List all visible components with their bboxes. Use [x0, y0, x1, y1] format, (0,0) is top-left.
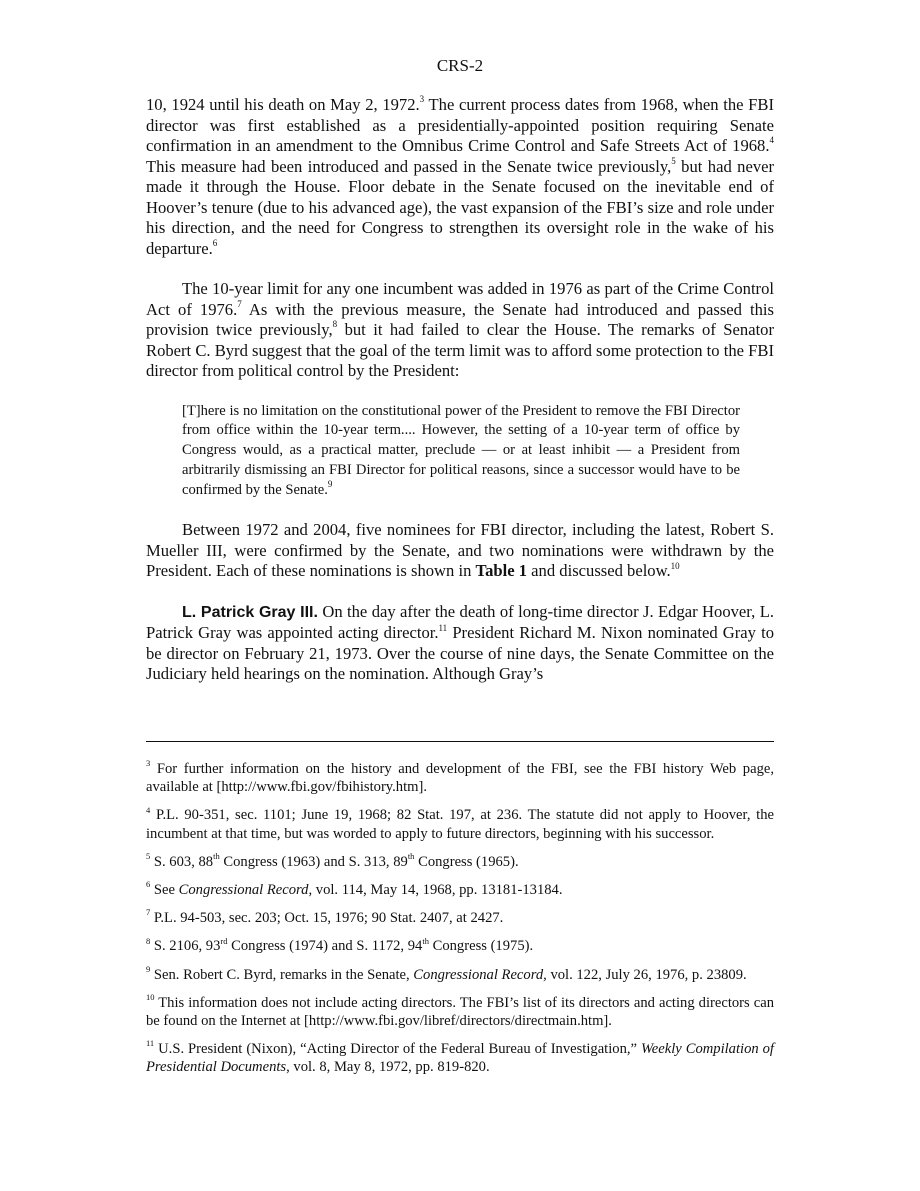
footnote-ref-4[interactable]: 4 [769, 135, 774, 146]
text-run: President Richard M. Nixon nominated Gray to be director on February 21, 1973. Over the course of nine days, the Senate Committee on the Judiciary held hearings on the nomination. Although Gray’s [146, 623, 774, 684]
footnote-text: P.L. 94-503, sec. 203; Oct. 15, 1976; 90 Stat. 2407, at 2427. [150, 910, 504, 927]
ordinal-suffix: th [422, 935, 429, 946]
body-text [146, 95, 774, 705]
paragraph-4 [146, 602, 774, 685]
text-run: This measure had been introduced and passed in the Senate twice previously, [146, 156, 672, 176]
block-quote [182, 402, 740, 501]
footnote-6 [146, 881, 774, 899]
paragraph-2 [146, 279, 774, 382]
text-run: As with the previous measure, the Senate had introduced and passed this provision twice previously, [146, 299, 774, 339]
footnote-9 [146, 963, 774, 984]
footnote-separator [146, 741, 774, 742]
text-run: and discussed below. [527, 561, 671, 581]
page-header: CRS-2 [436, 56, 484, 75]
ordinal-suffix: th [407, 850, 415, 861]
paragraph-1 [146, 95, 774, 259]
footnote-text: For further information on the history and development of the FBI, see the FBI history Web page, available at [http://www.fbi.gov/fbihistory.htm]. [146, 761, 774, 796]
footnote-text: vol. 122, July 26, 1976, p. 23809. [546, 966, 747, 983]
text-run: Between 1972 and 2004, five nominees for FBI director, including the latest, Robert S. Mueller III, were confirmed by the Senate, and two nominations were withdrawn by the President. Each of these nominations is shown in [146, 520, 774, 581]
footnote-ref-10[interactable]: 10 [670, 560, 680, 571]
text-run: The 10-year limit for any one incumbent was added in 1976 as part of the Crime Control Act of 1976. [146, 279, 774, 319]
footnote-number: 10 [146, 991, 155, 1002]
text-run: but had never made it through the House. Floor debate in the Senate focused on the inevitable end of Hoover’s tenure (due to his advanced age), the vast expansion of the FBI’s size and role under his direction, and the need for Congress to strengthen its oversight role in the wake of his departure. [146, 156, 775, 258]
footnote-ref-9[interactable]: 9 [327, 478, 333, 489]
footnote-11 [146, 1040, 774, 1076]
footnote-text: P.L. 90-351, sec. 1101; June 19, 1968; 82 Stat. 197, at 236. The statute did not apply to Hoover, the incumbent at that time, but was worded to apply to future directors, beginning with his successor. [146, 807, 774, 842]
footnote-7 [146, 909, 774, 927]
publication-title: Weekly Compilation of Presidential Documents [146, 1041, 774, 1076]
text-run: The current process dates from 1968, when the FBI director was first established as a presidentially-appointed position requiring Senate confirmation in an amendment to the Omnibus Crime Control and Safe Streets Act of 1968. [146, 95, 774, 155]
footnote-number: 5 [146, 850, 151, 861]
footnote-text: U.S. President (Nixon), “Acting Director of the Federal Bureau of Investigation,” [154, 1041, 641, 1058]
footnote-ref-7[interactable]: 7 [237, 298, 242, 309]
footnote-text: S. 2106, 93 [150, 938, 221, 955]
footnote-text: Congress (1974) and S. 1172, 94 [227, 938, 423, 955]
footnote-number: 11 [146, 1038, 155, 1049]
footnote-text: Sen. Robert C. Byrd, remarks in the Senate, [150, 966, 414, 983]
paragraph-3 [146, 520, 774, 582]
section-run-in-heading: L. Patrick Gray III. [182, 603, 318, 621]
footnote-text: This information does not include acting directors. The FBI’s list of its directors and acting directors can be found on the Internet at [http://www.fbi.gov/libref/directors/directmain.htm]. [146, 994, 774, 1030]
footnote-ref-5[interactable]: 5 [671, 155, 676, 166]
footnote-ref-3[interactable]: 3 [419, 94, 425, 105]
footnote-number: 6 [146, 879, 151, 890]
ordinal-suffix: rd [220, 935, 228, 946]
footnote-5 [146, 850, 774, 871]
table-reference: Table 1 [475, 561, 528, 581]
footnote-text: vol. 114, May 14, 1968, pp. 13181-13184. [312, 882, 563, 899]
footnote-text: Congress (1975). [428, 938, 534, 955]
publication-title: Congressional Record, [178, 882, 313, 899]
footnote-10 [146, 991, 774, 1030]
footnote-8 [146, 937, 774, 955]
text-run: but it had failed to clear the House. The remarks of Senator Robert C. Byrd suggest that the goal of the term limit was to afford some protection to the FBI director from political control by the President: [146, 320, 775, 380]
footnote-number: 3 [146, 758, 151, 769]
footnote-text: See [150, 882, 179, 899]
footnote-text: S. 603, 88 [150, 853, 214, 870]
footnote-4 [146, 806, 774, 842]
footnote-number: 8 [146, 935, 151, 946]
quote-text: [T]here is no limitation on the constitutional power of the President to remove the FBI Director from office within the 10-year term.... However, the setting of a 10-year term of office by Congress would, as a practical matter, preclude — or at least inhibit — a President from arbitrarily dismissing an FBI Director for political reasons, since a successor would have to be confirmed by the Senate. [182, 402, 740, 498]
footnote-number: 4 [146, 804, 151, 815]
footnotes [146, 760, 774, 1087]
footnote-ref-11[interactable]: 11 [438, 622, 448, 633]
publication-title: Congressional Record, [413, 966, 547, 983]
text-run: 10, 1924 until his death on May 2, 1972. [146, 95, 420, 114]
footnote-ref-8[interactable]: 8 [332, 319, 338, 330]
footnote-ref-6[interactable]: 6 [212, 237, 218, 248]
footnote-text: Congress (1963) and S. 313, 89 [219, 853, 408, 870]
footnote-number: 9 [146, 963, 151, 974]
footnote-text: , vol. 8, May 8, 1972, pp. 819-820. [286, 1059, 490, 1076]
footnote-number: 7 [146, 907, 151, 918]
ordinal-suffix: th [213, 850, 220, 861]
footnote-3 [146, 760, 774, 796]
footnote-text: Congress (1965). [414, 853, 519, 870]
text-run: On the day after the death of long-time director J. Edgar Hoover, L. Patrick Gray was appointed acting director. [146, 601, 774, 643]
